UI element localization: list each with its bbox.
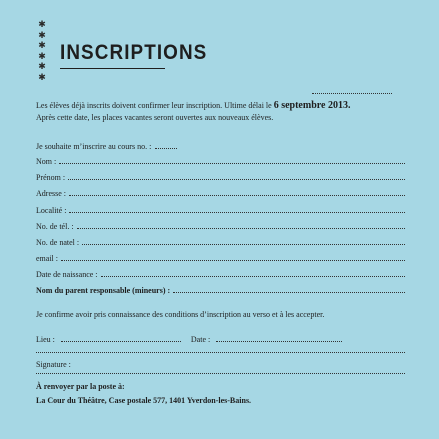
field-input-prenom[interactable] <box>68 172 405 180</box>
field-label-parent: Nom du parent responsable (mineurs) : <box>36 286 171 295</box>
field-input-localite[interactable] <box>69 205 405 213</box>
star-icon: ✱ <box>38 20 46 30</box>
deadline-date: 6 septembre 2013 <box>273 100 348 111</box>
deadline-dotted-line <box>312 93 392 94</box>
date-input[interactable] <box>216 334 342 342</box>
return-address: La Cour du Théâtre, Case postale 577, 1401 Yverdon-les-Bains. <box>36 396 252 405</box>
field-input-tel[interactable] <box>77 221 405 229</box>
field-input-parent[interactable] <box>173 285 405 293</box>
lieu-input[interactable] <box>61 334 181 342</box>
star-icon: ✱ <box>38 30 46 41</box>
field-row-parent <box>36 285 405 296</box>
field-label-natel: No. de natel : <box>36 238 80 247</box>
course-number-row <box>36 141 177 152</box>
field-label-email: email : <box>36 254 58 263</box>
course-number-field[interactable] <box>155 141 177 149</box>
field-row-tel <box>36 221 405 232</box>
star-bullets-decoration <box>37 20 47 83</box>
field-label-nom: Nom : <box>36 157 57 166</box>
lieu-label: Lieu : <box>36 335 55 344</box>
field-input-email[interactable] <box>61 253 405 261</box>
separator-dotted-line <box>36 352 405 353</box>
signature-label: Signature : <box>36 360 71 369</box>
confirmation-text: Je confirme avoir pris connaissance des conditions d’inscription au verso et à les accepter. <box>36 310 325 319</box>
field-row-nom <box>36 156 405 167</box>
field-input-naissance[interactable] <box>101 269 405 277</box>
field-row-prenom <box>36 172 405 183</box>
deadline-period: . <box>347 100 351 111</box>
field-row-natel <box>36 237 405 248</box>
return-instructions: À renvoyer par la poste à: <box>36 382 125 391</box>
course-number-label: Je souhaite m’inscrire au cours no. : <box>36 142 152 151</box>
field-row-email <box>36 253 405 264</box>
star-icon: ✱ <box>38 51 46 62</box>
intro-text: Les élèves déjà inscrits doivent confirmer leur inscription. Ultime délai le <box>36 101 272 110</box>
field-label-adresse: Adresse : <box>36 189 66 198</box>
page-title: INSCRIPTIONS <box>60 41 208 64</box>
field-row-adresse <box>36 188 405 199</box>
lieu-date-row <box>36 334 405 344</box>
field-row-localite <box>36 205 405 216</box>
field-label-localite: Localité : <box>36 206 67 215</box>
field-input-adresse[interactable] <box>69 188 405 196</box>
title-underline <box>60 68 165 69</box>
field-row-naissance <box>36 269 405 280</box>
field-input-natel[interactable] <box>82 237 405 245</box>
intro-line-1 <box>36 100 350 111</box>
signature-input[interactable] <box>36 373 405 374</box>
star-icon: ✱ <box>38 72 46 83</box>
field-label-prenom: Prénom : <box>36 173 66 182</box>
star-icon: ✱ <box>38 62 46 72</box>
signature-row <box>36 360 405 371</box>
field-label-tel: No. de tél. : <box>36 222 74 231</box>
star-icon: ✱ <box>38 41 46 51</box>
intro-line-2: Après cette date, les places vacantes seront ouvertes aux nouveaux élèves. <box>36 113 274 122</box>
field-input-nom[interactable] <box>59 156 405 164</box>
field-label-naissance: Date de naissance : <box>36 270 98 279</box>
date-label: Date : <box>190 335 211 344</box>
